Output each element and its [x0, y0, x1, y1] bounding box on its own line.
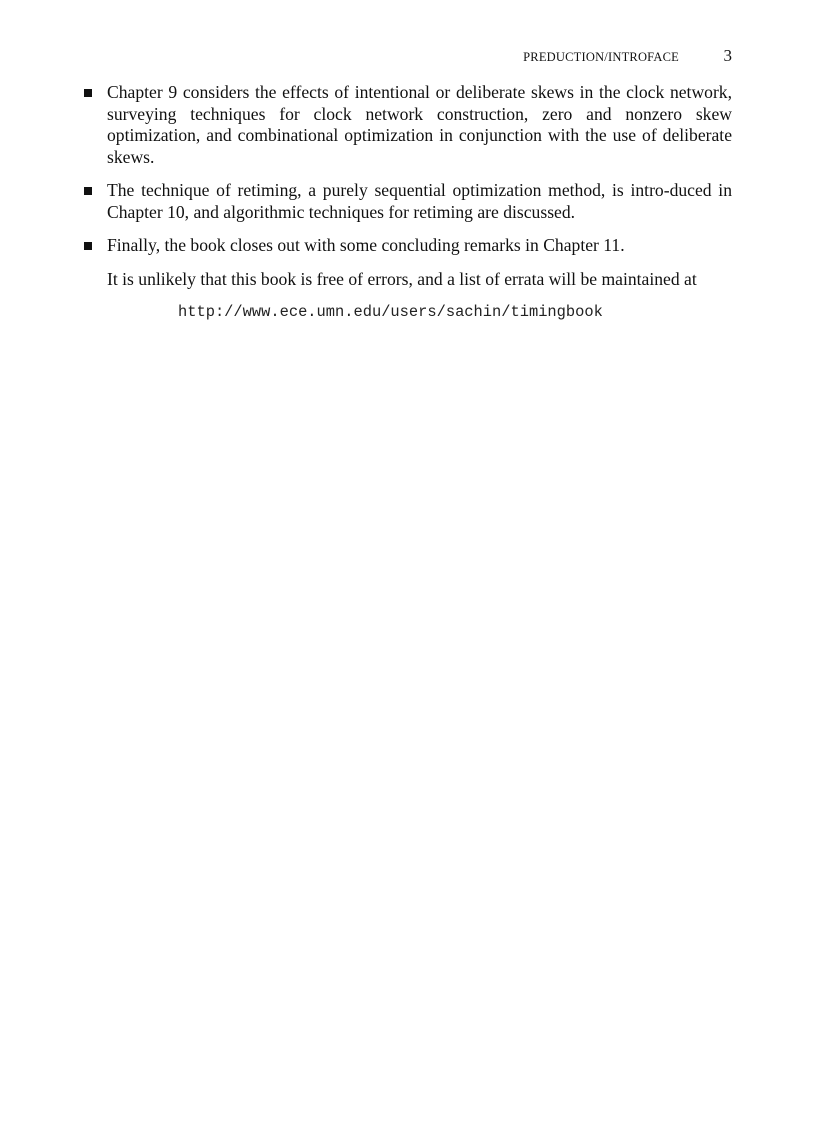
list-item-text: Chapter 9 considers the effects of intentional or deliberate skews in the clock network, surveying techniques for clock network construction, zero and nonzero skew optimization, and combinational optimization in conjunction with the use of deliberate skews. — [107, 82, 732, 167]
square-bullet-icon — [84, 89, 92, 97]
list-item — [84, 82, 732, 168]
document-page — [84, 44, 732, 322]
page-number: 3 — [723, 46, 732, 65]
list-item — [84, 180, 732, 223]
running-title: PREDUCTION/INTROFACE — [523, 50, 679, 64]
running-header — [84, 44, 732, 68]
square-bullet-icon — [84, 242, 92, 250]
bullet-list — [84, 82, 732, 257]
list-item-text: The technique of retiming, a purely sequential optimization method, is intro-duced in Chapter 10, and algorithmic techniques for retiming are discussed. — [107, 180, 732, 222]
errata-url: http://www.ece.umn.edu/users/sachin/timingbook — [178, 303, 603, 321]
list-item — [84, 235, 732, 257]
square-bullet-icon — [84, 187, 92, 195]
list-item-text: Finally, the book closes out with some concluding remarks in Chapter 11. — [107, 235, 625, 255]
closing-paragraph: It is unlikely that this book is free of errors, and a list of errata will be maintained at — [107, 268, 697, 289]
